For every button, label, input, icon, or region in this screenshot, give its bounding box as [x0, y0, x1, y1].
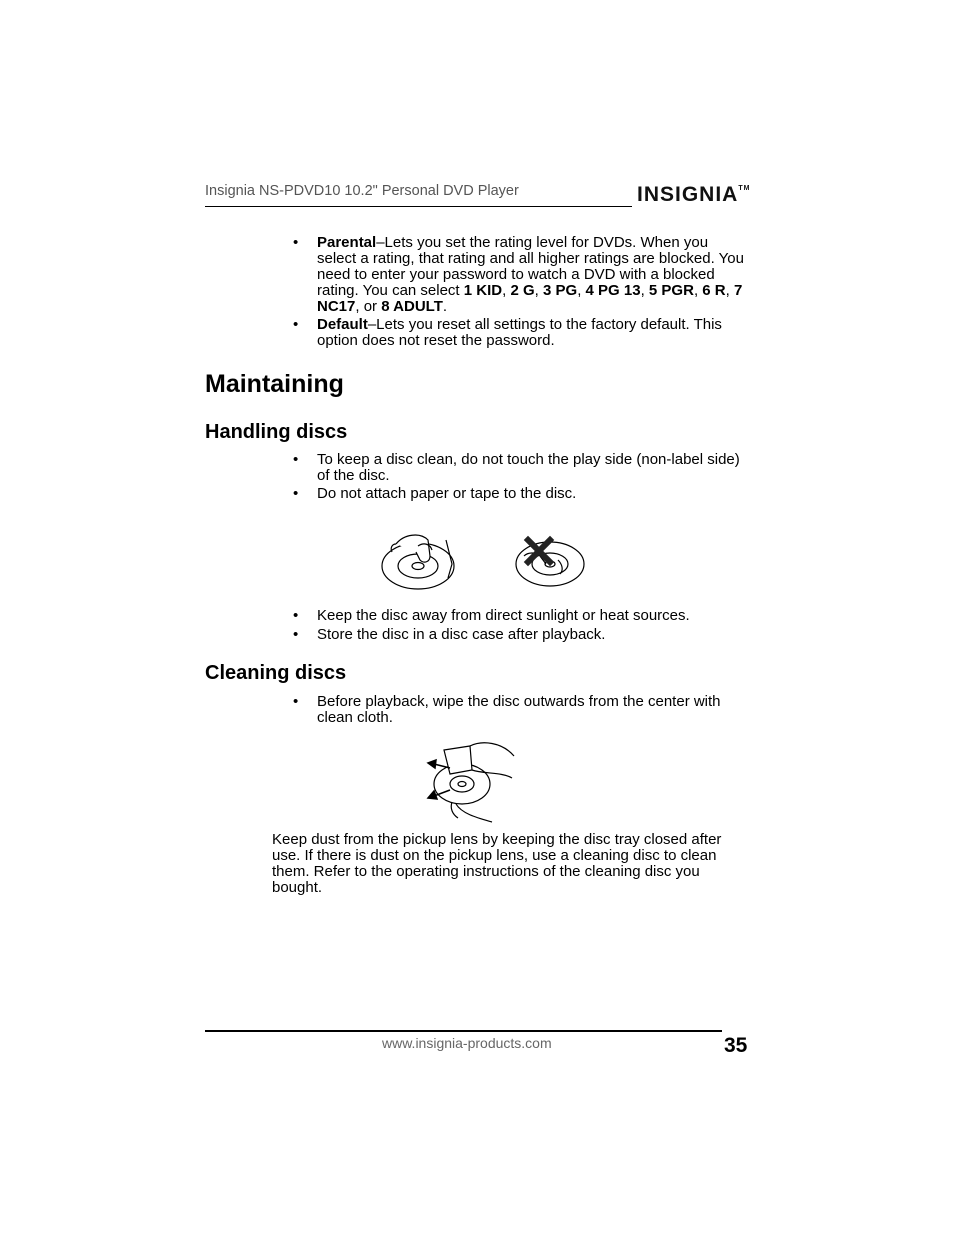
correct-handling-figure	[382, 535, 454, 589]
logo-tm: TM	[738, 185, 751, 192]
list-item: • Do not attach paper or tape to the disc.	[317, 486, 747, 502]
list-item: • Before playback, wipe the disc outwards from the center with clean cloth.	[317, 694, 747, 726]
handling-bullet-list-bottom	[317, 608, 747, 645]
disc-cleaning-illustration	[422, 738, 518, 824]
running-header-title: Insignia NS-PDVD10 10.2" Personal DVD Player	[205, 183, 519, 199]
rating-2: 2 G	[510, 282, 535, 299]
list-item: • To keep a disc clean, do not touch the play side (non-label side) of the disc.	[317, 452, 747, 484]
disc-handling-illustration	[378, 530, 590, 594]
term-parental: Parental	[317, 234, 377, 251]
section-heading-maintaining: Maintaining	[205, 370, 344, 398]
sep: ,	[534, 282, 543, 299]
settings-bullet-list	[317, 235, 747, 351]
dust-paragraph: Keep dust from the pickup lens by keeping the disc tray closed after use. If there is dust on the pickup lens, use a cleaning disc to clean them. Refer to the operating instructions of the cleaning disc you bought.	[272, 831, 722, 896]
sep: ,	[502, 282, 511, 299]
rating-6: 6 R	[702, 282, 726, 299]
sep: , or	[355, 298, 382, 315]
sep: ,	[640, 282, 649, 299]
sep: ,	[577, 282, 586, 299]
list-item: • Keep the disc away from direct sunlight or heat sources.	[317, 608, 747, 624]
subheading-handling-discs: Handling discs	[205, 421, 348, 443]
rating-5: 5 PGR	[648, 282, 694, 299]
insignia-logo	[637, 183, 750, 207]
rating-7: 7 NC17	[317, 282, 743, 315]
page-number: 35	[724, 1034, 748, 1057]
period: .	[442, 298, 448, 315]
term-default: Default	[317, 316, 368, 333]
rating-4: 4 PG 13	[585, 282, 641, 299]
logo-text: INSIGNIA	[637, 183, 739, 206]
list-item: • Store the disc in a disc case after playback.	[317, 627, 747, 643]
rating-8: 8 ADULT	[381, 298, 443, 315]
header-rule	[205, 206, 632, 207]
subheading-cleaning-discs: Cleaning discs	[205, 662, 347, 684]
sep: ,	[693, 282, 703, 299]
default-text: –Lets you reset all settings to the factory default. This option does not reset the password.	[317, 316, 722, 349]
rating-1: 1 KID	[463, 282, 503, 299]
rating-3: 3 PG	[543, 282, 578, 299]
bullet-parental	[317, 235, 747, 315]
parental-text: –Lets you set the rating level for DVDs. When you select a rating, that rating and all higher ratings are blocked. You need to enter your password to watch a DVD with a blocked rating. You can select	[317, 234, 744, 299]
handling-bullet-list-top	[317, 452, 747, 504]
bullet-default	[317, 317, 747, 349]
cleaning-bullet-list	[317, 694, 747, 728]
footer-url: www.insignia-products.com	[382, 1035, 552, 1051]
sep: ,	[725, 282, 734, 299]
footer-rule	[205, 1030, 722, 1032]
